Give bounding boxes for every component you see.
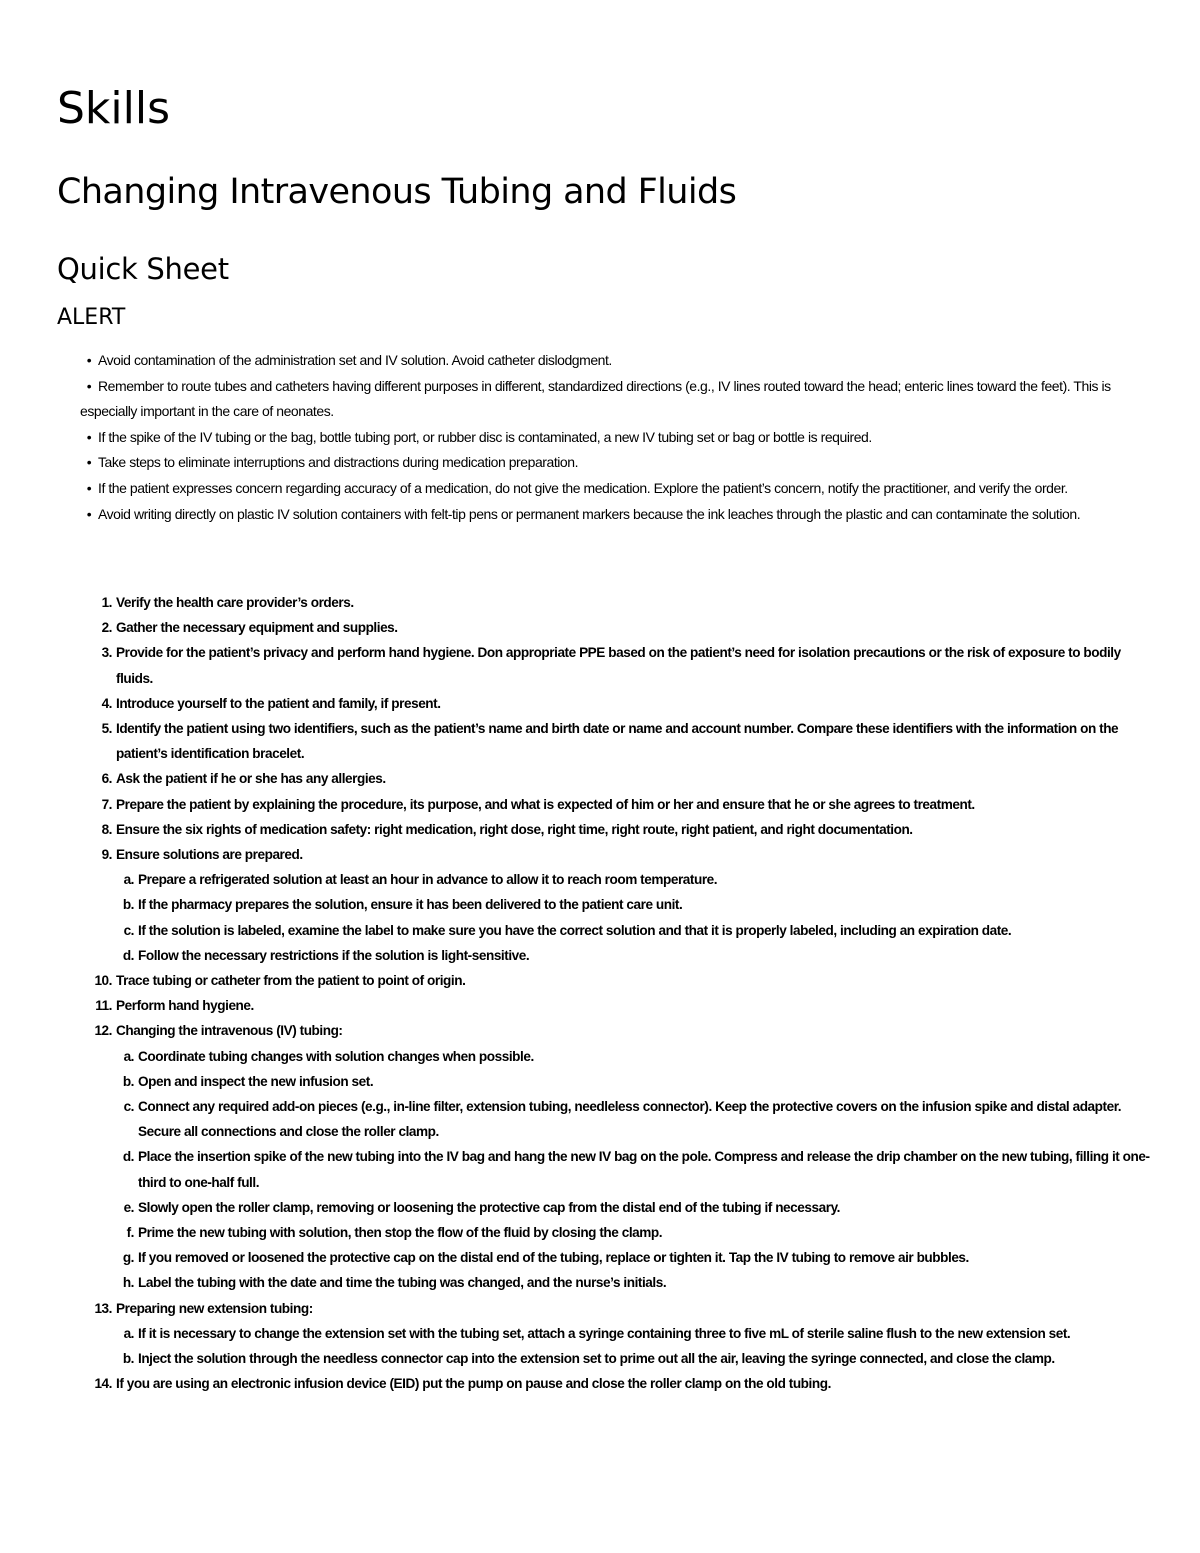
step-item: 3. Provide for the patient’s privacy and perform hand hygiene. Don appropriate PPE based on the patient’s need for isolation precautions or the risk of exposure to bodily fluids. (101, 645, 1121, 686)
step-item: 6. Ask the patient if he or she has any allergies. (101, 771, 386, 787)
step-item: 10. Trace tubing or catheter from the patient to point of origin. (94, 973, 466, 989)
step-item: 8. Ensure the six rights of medication safety: right medication, right dose, right time, right route, right patient, and right documentation. (101, 821, 913, 837)
step-item: 11. Perform hand hygiene. (95, 998, 254, 1014)
substep-item: c. Connect any required add-on pieces (e.g., in-line filter, extension tubing, needleless connector). Keep the protective covers on the infusion spike and distal adapter. Secure all connections and close the roller clamp. (123, 1099, 1122, 1140)
step-item: 9. Ensure solutions are prepared. (101, 847, 303, 863)
substep-item: h. Label the tubing with the date and time the tubing was changed, and the nurse’s initials. (122, 1275, 667, 1291)
substep-list (80, 867, 1155, 968)
alert-item: • If the patient expresses concern regarding accuracy of a medication, do not give the medication. Explore the patient’s concern, notify the practitioner, and verify the order. (80, 476, 1140, 502)
substep-item: c. If the solution is labeled, examine the label to make sure you have the correct solution and that it is properly labeled, including an expiration date. (123, 922, 1012, 938)
substep-item: a. Coordinate tubing changes with solution changes when possible. (123, 1048, 534, 1064)
skills-heading: Skills (57, 83, 171, 134)
substep-list (80, 1321, 1155, 1371)
substep-item: a. Prepare a refrigerated solution at least an hour in advance to allow it to reach room temperature. (123, 872, 718, 888)
step-item: 5. Identify the patient using two identifiers, such as the patient’s name and birth date or name and account number. Compare these identifiers with the information on the patient’s identification bracelet. (101, 721, 1119, 762)
step-item (80, 867, 1155, 968)
step-item: 1. Verify the health care provider’s orders. (101, 595, 354, 610)
procedure-steps (80, 590, 1155, 1397)
substep-item: b. Inject the solution through the needless connector cap into the extension set to prime out all the air, leaving the syringe connected, and close the clamp. (122, 1351, 1055, 1367)
alert-item: • If the spike of the IV tubing or the bag, bottle tubing port, or rubber disc is contaminated, a new IV tubing set or bag or bottle is required. (80, 425, 1140, 451)
step-item: 4. Introduce yourself to the patient and family, if present. (101, 695, 441, 711)
step-item: 12. Changing the intravenous (IV) tubing: (94, 1023, 343, 1039)
step-item: 14. If you are using an electronic infusion device (EID) put the pump on pause and close the roller clamp on the old tubing. (94, 1376, 831, 1392)
quick-sheet-heading: Quick Sheet (57, 252, 229, 286)
substep-item: d. Follow the necessary restrictions if the solution is light-sensitive. (122, 947, 530, 963)
substep-item: b. If the pharmacy prepares the solution, ensure it has been delivered to the patient care unit. (122, 897, 683, 913)
bullet-icon: • (86, 505, 92, 522)
alert-list (80, 348, 1140, 527)
bullet-icon: • (86, 428, 92, 445)
alert-heading: ALERT (57, 305, 126, 330)
alert-item: • Take steps to eliminate interruptions and distractions during medication preparation. (80, 450, 1140, 476)
substep-item: a. If it is necessary to change the extension set with the tubing set, attach a syringe containing three to five mL of sterile saline flush to the new extension set. (123, 1325, 1071, 1341)
substep-item: g. If you removed or loosened the protective cap on the distal end of the tubing, replace or tighten it. Tap the IV tubing to remove air bubbles. (122, 1250, 969, 1266)
page-title: Changing Intravenous Tubing and Fluids (57, 172, 737, 212)
bullet-icon: • (86, 377, 92, 394)
bullet-icon: • (86, 479, 92, 496)
substep-item: d. Place the insertion spike of the new tubing into the IV bag and hang the new IV bag on the pole. Compress and release the drip chamber on the new tubing, filling it one-third to one-half full. (122, 1149, 1150, 1190)
substep-item: f. Prime the new tubing with solution, then stop the flow of the fluid by closing the clamp. (126, 1225, 663, 1241)
step-item (80, 1321, 1155, 1371)
step-item: 13. Preparing new extension tubing: (94, 1300, 313, 1316)
step-item: 2. Gather the necessary equipment and supplies. (101, 620, 398, 636)
alert-item: • Avoid writing directly on plastic IV solution containers with felt-tip pens or permanent markers because the ink leaches through the plastic and can contaminate the solution. (80, 502, 1140, 528)
bullet-icon: • (86, 454, 92, 471)
substep-item: b. Open and inspect the new infusion set. (122, 1073, 374, 1089)
alert-item: • Remember to route tubes and catheters having different purposes in different, standardized directions (e.g., IV lines routed toward the head; enteric lines toward the feet). This is especially important in the care of neonates. (80, 374, 1140, 425)
bullet-icon: • (86, 352, 92, 368)
step-item: 7. Prepare the patient by explaining the procedure, its purpose, and what is expected of him or her and ensure that he or she agrees to treatment. (101, 796, 975, 812)
substep-list (80, 1044, 1155, 1296)
substep-item: e. Slowly open the roller clamp, removing or loosening the protective cap from the distal end of the tubing if necessary. (123, 1199, 840, 1215)
step-item (80, 1044, 1155, 1296)
alert-item: • Avoid contamination of the administration set and IV solution. Avoid catheter dislodgment. (80, 348, 1140, 374)
